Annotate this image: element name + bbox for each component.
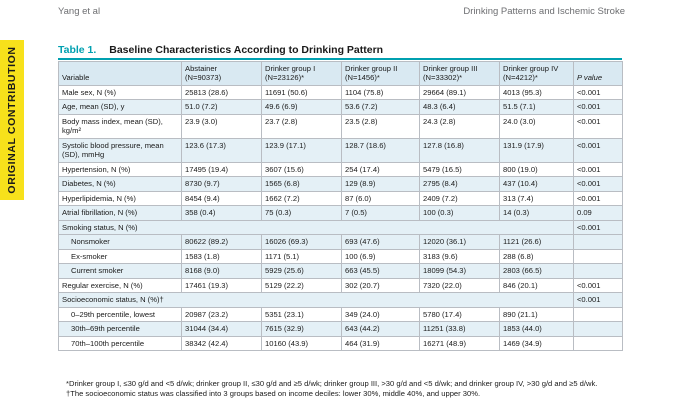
table-row: [59, 191, 623, 205]
table-body: [59, 85, 623, 350]
row-label: Ex-smoker: [59, 249, 182, 263]
table-cell: 131.9 (17.9): [500, 138, 574, 162]
table-subrow: [59, 249, 623, 263]
table-cell: 123.9 (17.1): [262, 138, 342, 162]
table-cell-p-value: [574, 336, 623, 350]
table-title: [58, 44, 383, 56]
table-section-row: [59, 293, 623, 307]
table-cell: 31044 (34.4): [182, 322, 262, 336]
footnote-drinker-groups: *Drinker group I, ≤30 g/d and <5 d/wk; drinker group II, ≤30 g/d and ≥5 d/wk; drinker group III, >30 g/d and <5 d/wk; and drinker group IV, >30 g/d and ≥5 d/wk.: [66, 379, 598, 388]
table-subrow: [59, 307, 623, 321]
table-row: [59, 162, 623, 176]
row-label: 70th–100th percentile: [59, 336, 182, 350]
table-cell: 127.8 (16.8): [420, 138, 500, 162]
table-cell: 5929 (25.6): [262, 264, 342, 278]
table-cell-p-value: <0.001: [574, 220, 623, 234]
table-row: [59, 177, 623, 191]
table-subrow: [59, 264, 623, 278]
table-cell: 53.6 (7.2): [342, 100, 420, 114]
row-label: Age, mean (SD), y: [59, 100, 182, 114]
table-cell: 100 (6.9): [342, 249, 420, 263]
table-cell: 1121 (26.6): [500, 235, 574, 249]
table-cell: 349 (24.0): [342, 307, 420, 321]
column-header-group-3: Drinker group III (N=33302)*: [420, 62, 500, 86]
table-cell: 48.3 (6.4): [420, 100, 500, 114]
table-row: [59, 138, 623, 162]
table-cell-p-value: <0.001: [574, 100, 623, 114]
table-cell-p-value: <0.001: [574, 138, 623, 162]
table-row: [59, 114, 623, 138]
table-cell: 100 (0.3): [420, 206, 500, 220]
table-cell: 16026 (69.3): [262, 235, 342, 249]
table-cell: 51.5 (7.1): [500, 100, 574, 114]
table-cell: 7320 (22.0): [420, 278, 500, 292]
table-cell: 23.9 (3.0): [182, 114, 262, 138]
row-label: Body mass index, mean (SD), kg/m²: [59, 114, 182, 138]
table-cell: 5129 (22.2): [262, 278, 342, 292]
table-cell: 29664 (89.1): [420, 85, 500, 99]
table-cell: 51.0 (7.2): [182, 100, 262, 114]
row-label: Atrial fibrillation, N (%): [59, 206, 182, 220]
table-row: [59, 206, 623, 220]
table-cell: 8730 (9.7): [182, 177, 262, 191]
row-label: 0–29th percentile, lowest: [59, 307, 182, 321]
table-cell: 49.6 (6.9): [262, 100, 342, 114]
table-cell: 5479 (16.5): [420, 162, 500, 176]
table-cell: 24.0 (3.0): [500, 114, 574, 138]
row-label: Current smoker: [59, 264, 182, 278]
row-label: Hypertension, N (%): [59, 162, 182, 176]
table-cell-p-value: [574, 322, 623, 336]
table-cell: 7615 (32.9): [262, 322, 342, 336]
table-cell: 4013 (95.3): [500, 85, 574, 99]
table-cell: 3607 (15.6): [262, 162, 342, 176]
row-label: Regular exercise, N (%): [59, 278, 182, 292]
table-cell: 1565 (6.8): [262, 177, 342, 191]
table-cell: 8168 (9.0): [182, 264, 262, 278]
row-label: Nonsmoker: [59, 235, 182, 249]
table-cell: 25813 (28.6): [182, 85, 262, 99]
table-cell: 11251 (33.8): [420, 322, 500, 336]
table-cell: 800 (19.0): [500, 162, 574, 176]
table-cell: 11691 (50.6): [262, 85, 342, 99]
table-cell: 7 (0.5): [342, 206, 420, 220]
table-cell: 23.5 (2.8): [342, 114, 420, 138]
table-cell: 288 (6.8): [500, 249, 574, 263]
table-cell: 437 (10.4): [500, 177, 574, 191]
table-subrow: [59, 322, 623, 336]
table-cell-p-value: <0.001: [574, 85, 623, 99]
table-cell: 2409 (7.2): [420, 191, 500, 205]
table-cell: 1469 (34.9): [500, 336, 574, 350]
section-label: Socioeconomic status, N (%)†: [59, 293, 574, 307]
table-cell: 1853 (44.0): [500, 322, 574, 336]
table-row: [59, 100, 623, 114]
table-cell: 24.3 (2.8): [420, 114, 500, 138]
running-head-title: Drinking Patterns and Ischemic Stroke: [463, 6, 625, 17]
column-header-group-1: Drinker group I (N=23126)*: [262, 62, 342, 86]
row-label: Hyperlipidemia, N (%): [59, 191, 182, 205]
table-cell-p-value: [574, 307, 623, 321]
table-cell-p-value: [574, 235, 623, 249]
row-label: Systolic blood pressure, mean (SD), mmHg: [59, 138, 182, 162]
row-label: Male sex, N (%): [59, 85, 182, 99]
table-cell: 16271 (48.9): [420, 336, 500, 350]
table-cell: 18099 (54.3): [420, 264, 500, 278]
table-cell: 302 (20.7): [342, 278, 420, 292]
table-cell: 358 (0.4): [182, 206, 262, 220]
table-cell: 87 (6.0): [342, 191, 420, 205]
table-subrow: [59, 336, 623, 350]
section-label: Smoking status, N (%): [59, 220, 574, 234]
table-cell: 663 (45.5): [342, 264, 420, 278]
footnote-socioeconomic: †The socioeconomic status was classified into 3 groups based on income deciles: lower 30%, middle 40%, and upper 30%.: [66, 389, 481, 398]
table-cell: 129 (8.9): [342, 177, 420, 191]
row-label: Diabetes, N (%): [59, 177, 182, 191]
column-header-p-value: P value: [574, 62, 623, 86]
table-section-row: [59, 220, 623, 234]
table-cell: 2803 (66.5): [500, 264, 574, 278]
table-cell-p-value: <0.001: [574, 293, 623, 307]
table-cell: 1583 (1.8): [182, 249, 262, 263]
table-cell: 8454 (9.4): [182, 191, 262, 205]
table-row: [59, 278, 623, 292]
table-cell: 14 (0.3): [500, 206, 574, 220]
table-cell-p-value: <0.001: [574, 177, 623, 191]
column-header-group-4: Drinker group IV (N=4212)*: [500, 62, 574, 86]
table-cell: 17495 (19.4): [182, 162, 262, 176]
table-cell: 2795 (8.4): [420, 177, 500, 191]
table-cell-p-value: 0.09: [574, 206, 623, 220]
table-cell-p-value: <0.001: [574, 278, 623, 292]
table-number: Table 1.: [58, 44, 97, 56]
column-header-group-2: Drinker group II (N=1456)*: [342, 62, 420, 86]
table-cell: 5351 (23.1): [262, 307, 342, 321]
table-cell-p-value: <0.001: [574, 191, 623, 205]
table-cell: 890 (21.1): [500, 307, 574, 321]
table-cell: 5780 (17.4): [420, 307, 500, 321]
table-cell: 128.7 (18.6): [342, 138, 420, 162]
table-cell-p-value: <0.001: [574, 162, 623, 176]
table-caption: Baseline Characteristics According to Drinking Pattern: [109, 44, 384, 56]
table-cell-p-value: [574, 249, 623, 263]
table-cell: 313 (7.4): [500, 191, 574, 205]
table-cell: 1171 (5.1): [262, 249, 342, 263]
table-cell: 693 (47.6): [342, 235, 420, 249]
section-tab-label: ORIGINAL CONTRIBUTION: [6, 46, 18, 194]
table-cell: 80622 (89.2): [182, 235, 262, 249]
column-header-abstainer: Abstainer (N=90373): [182, 62, 262, 86]
table-cell: 3183 (9.6): [420, 249, 500, 263]
table-cell: 846 (20.1): [500, 278, 574, 292]
table-cell: 17461 (19.3): [182, 278, 262, 292]
table-cell: 1662 (7.2): [262, 191, 342, 205]
table-cell: 123.6 (17.3): [182, 138, 262, 162]
table-cell: 38342 (42.4): [182, 336, 262, 350]
table-cell: 254 (17.4): [342, 162, 420, 176]
table-row: [59, 85, 623, 99]
table-cell: 464 (31.9): [342, 336, 420, 350]
baseline-characteristics-table: [58, 61, 623, 351]
table-top-rule: [58, 58, 622, 60]
table-cell-p-value: <0.001: [574, 114, 623, 138]
table-cell: 75 (0.3): [262, 206, 342, 220]
table-subrow: [59, 235, 623, 249]
table-cell: 643 (44.2): [342, 322, 420, 336]
table-cell-p-value: [574, 264, 623, 278]
table-cell: 12020 (36.1): [420, 235, 500, 249]
table-cell: 23.7 (2.8): [262, 114, 342, 138]
table-header-row: [59, 62, 623, 86]
row-label: 30th–69th percentile: [59, 322, 182, 336]
table-cell: 1104 (75.8): [342, 85, 420, 99]
table-cell: 10160 (43.9): [262, 336, 342, 350]
column-header-variable: Variable: [59, 62, 182, 86]
running-head-author: Yang et al: [58, 6, 101, 17]
table-cell: 20987 (23.2): [182, 307, 262, 321]
